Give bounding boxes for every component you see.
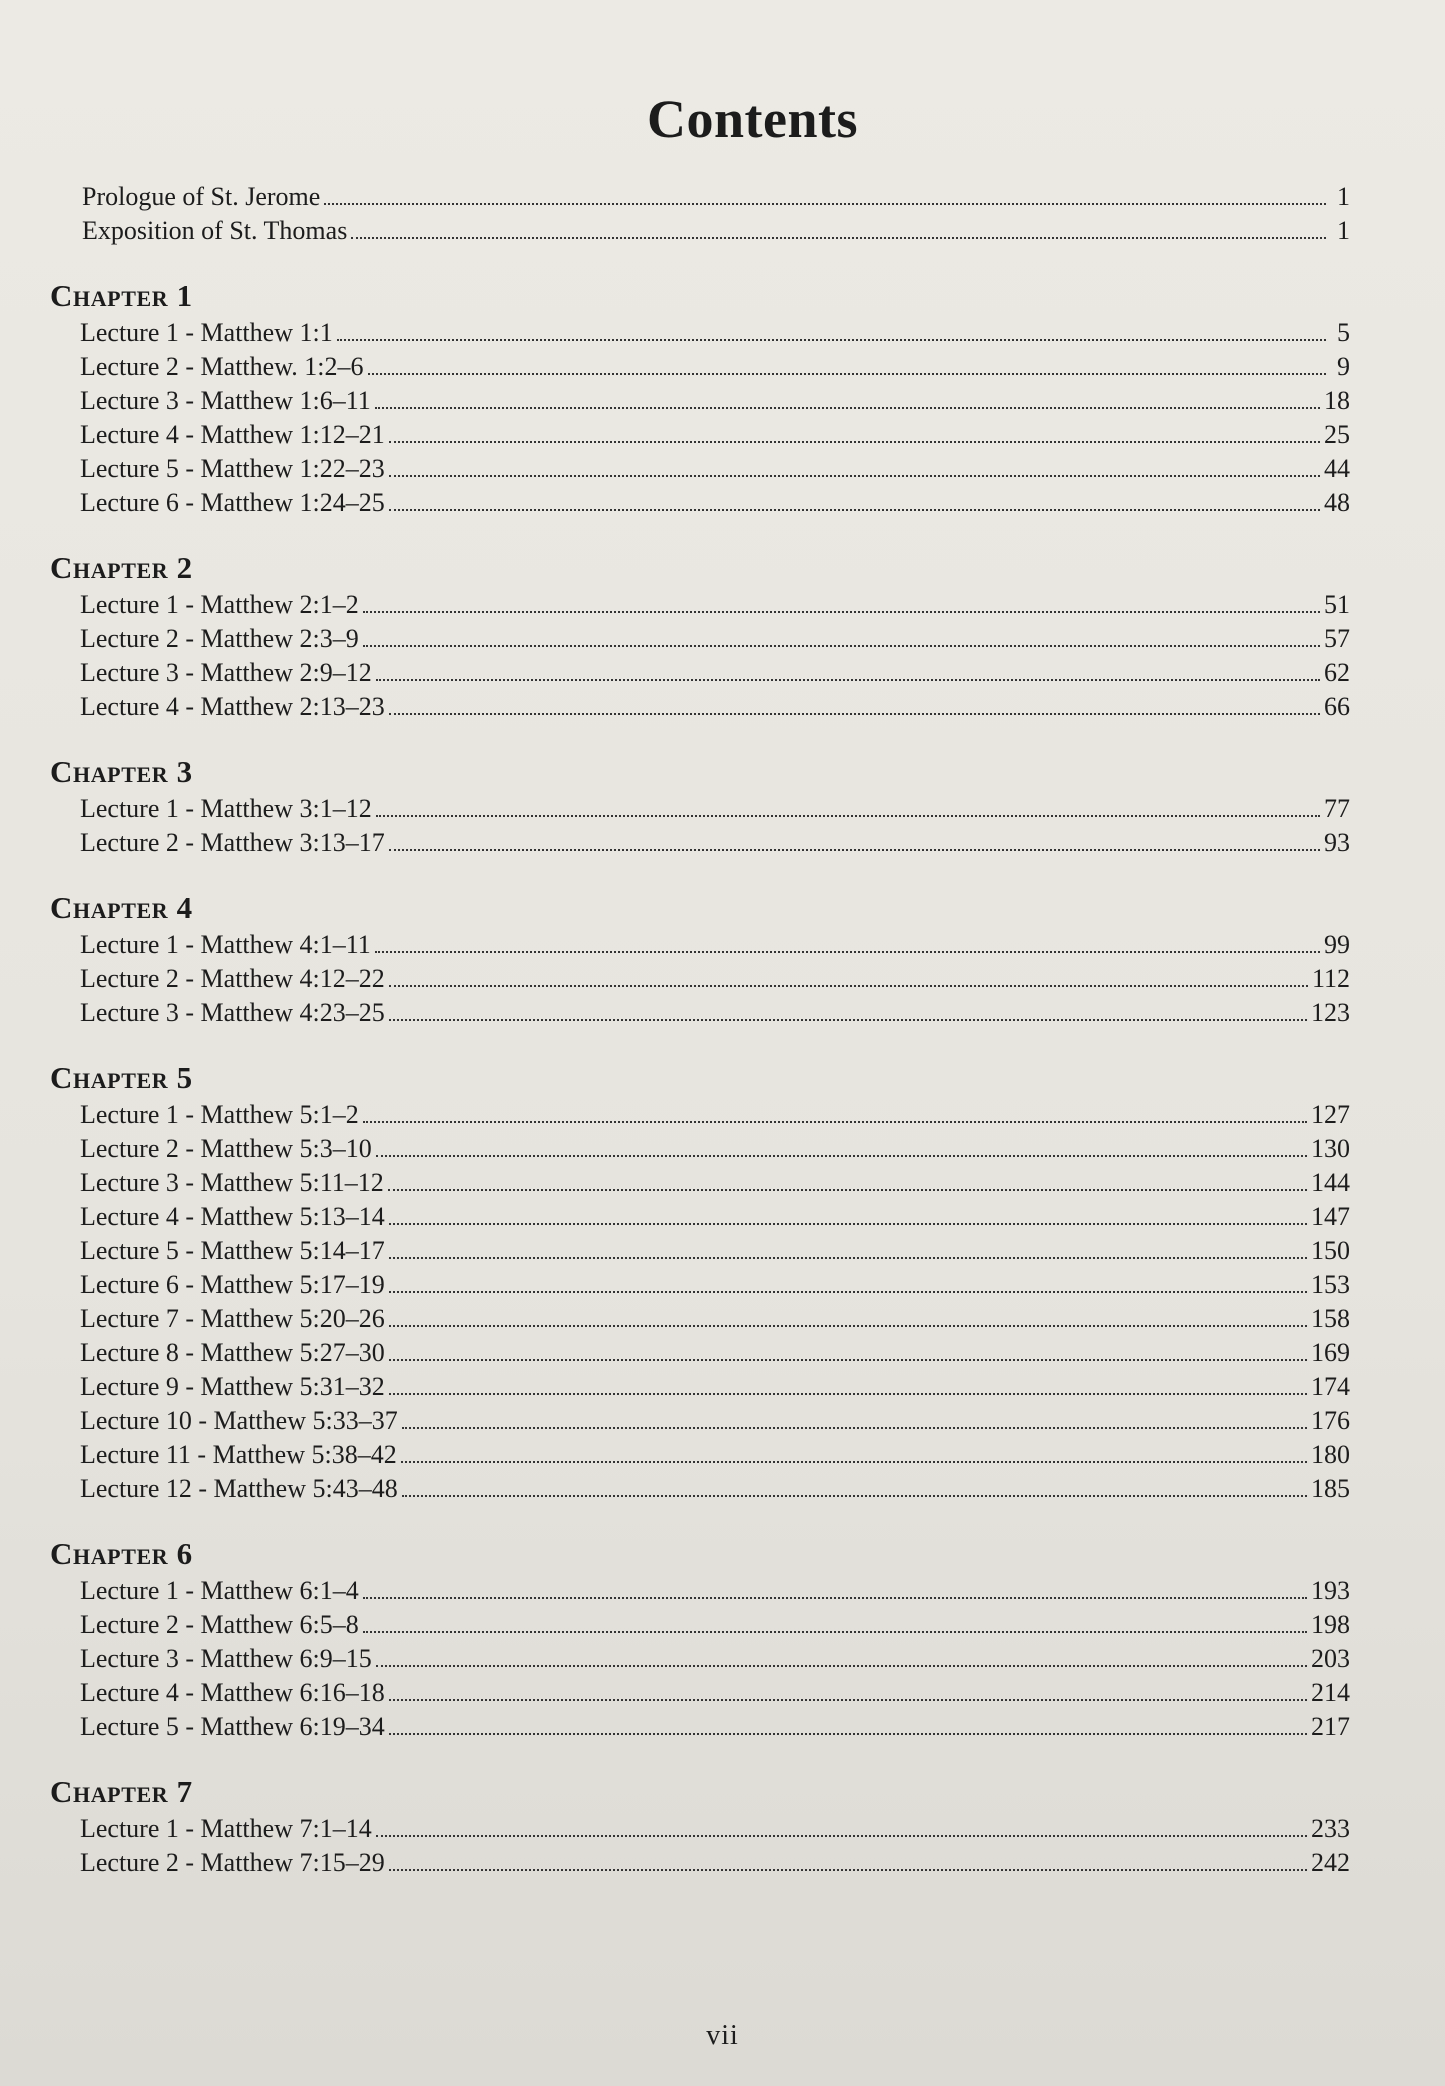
chapters-list — [50, 276, 1350, 1880]
dot-leader — [376, 814, 1320, 817]
dot-leader — [389, 1358, 1307, 1361]
entry-label: Lecture 9 - Matthew 5:31–32 — [80, 1372, 385, 1401]
dot-leader — [389, 848, 1320, 851]
toc-entry — [50, 1370, 1350, 1404]
entry-label: Lecture 1 - Matthew 3:1–12 — [80, 794, 372, 823]
chapter-block — [50, 1534, 1350, 1744]
dot-leader — [389, 1698, 1307, 1701]
dot-leader — [389, 1222, 1307, 1225]
entry-page: 44 — [1324, 454, 1350, 483]
toc-entry — [50, 962, 1350, 996]
entry-label: Lecture 7 - Matthew 5:20–26 — [80, 1304, 385, 1333]
chapter-block — [50, 1058, 1350, 1506]
toc-entry — [50, 1642, 1350, 1676]
toc-entry — [50, 1846, 1350, 1880]
dot-leader — [376, 1664, 1307, 1667]
entry-page: 169 — [1311, 1338, 1350, 1367]
toc-entry — [50, 1608, 1350, 1642]
entry-page: 147 — [1311, 1202, 1350, 1231]
dot-leader — [376, 1154, 1307, 1157]
entry-page: 214 — [1311, 1678, 1350, 1707]
toc-entry — [50, 214, 1350, 248]
entry-label: Lecture 4 - Matthew 2:13–23 — [80, 692, 385, 721]
entry-page: 51 — [1324, 590, 1350, 619]
chapter-block — [50, 752, 1350, 860]
dot-leader — [388, 1188, 1307, 1191]
dot-leader — [389, 508, 1320, 511]
toc-entry — [50, 656, 1350, 690]
dot-leader — [363, 644, 1320, 647]
dot-leader — [324, 202, 1326, 205]
toc-entry — [50, 928, 1350, 962]
dot-leader — [389, 440, 1320, 443]
dot-leader — [389, 1392, 1307, 1395]
toc-entry — [50, 316, 1350, 350]
entry-page: 185 — [1311, 1474, 1350, 1503]
entry-page: 66 — [1324, 692, 1350, 721]
entry-label: Lecture 5 - Matthew 6:19–34 — [80, 1712, 385, 1741]
entry-page: 48 — [1324, 488, 1350, 517]
entry-page: 242 — [1311, 1848, 1350, 1877]
entry-page: 62 — [1324, 658, 1350, 687]
entry-page: 99 — [1324, 930, 1350, 959]
dot-leader — [337, 338, 1326, 341]
entry-label: Lecture 1 - Matthew 5:1–2 — [80, 1100, 359, 1129]
entry-label: Lecture 10 - Matthew 5:33–37 — [80, 1406, 398, 1435]
page-number: vii — [706, 2020, 739, 2051]
toc-entry — [50, 1472, 1350, 1506]
dot-leader — [389, 474, 1320, 477]
toc-entry — [50, 1234, 1350, 1268]
toc-entry — [50, 1574, 1350, 1608]
entry-label: Lecture 2 - Matthew. 1:2–6 — [80, 352, 364, 381]
dot-leader — [376, 678, 1320, 681]
toc-entry — [50, 452, 1350, 486]
dot-leader — [389, 984, 1308, 987]
entry-label: Lecture 2 - Matthew 3:13–17 — [80, 828, 385, 857]
toc-entry — [50, 622, 1350, 656]
dot-leader — [351, 236, 1326, 239]
toc-entry — [50, 1132, 1350, 1166]
prelims-list — [50, 180, 1350, 248]
toc-entry — [50, 690, 1350, 724]
entry-page: 150 — [1311, 1236, 1350, 1265]
entry-page: 57 — [1324, 624, 1350, 653]
toc-entry — [50, 1098, 1350, 1132]
table-of-contents — [50, 180, 1350, 1880]
entry-label: Lecture 3 - Matthew 4:23–25 — [80, 998, 385, 1027]
dot-leader — [389, 1732, 1307, 1735]
dot-leader — [402, 1426, 1307, 1429]
chapter-block — [50, 888, 1350, 1030]
entry-label: Lecture 2 - Matthew 2:3–9 — [80, 624, 359, 653]
entry-label: Lecture 5 - Matthew 1:22–23 — [80, 454, 385, 483]
entry-page: 93 — [1324, 828, 1350, 857]
dot-leader — [375, 950, 1320, 953]
entry-label: Lecture 8 - Matthew 5:27–30 — [80, 1338, 385, 1367]
toc-entry — [50, 1710, 1350, 1744]
dot-leader — [363, 1120, 1307, 1123]
entry-label: Lecture 1 - Matthew 2:1–2 — [80, 590, 359, 619]
dot-leader — [363, 610, 1320, 613]
dot-leader — [363, 1596, 1307, 1599]
dot-leader — [375, 406, 1320, 409]
chapter-block — [50, 1772, 1350, 1880]
entry-label: Lecture 3 - Matthew 1:6–11 — [80, 386, 371, 415]
entry-label: Lecture 2 - Matthew 7:15–29 — [80, 1848, 385, 1877]
entry-label: Lecture 2 - Matthew 4:12–22 — [80, 964, 385, 993]
entry-page: 153 — [1311, 1270, 1350, 1299]
toc-entry — [50, 384, 1350, 418]
toc-entry — [50, 1676, 1350, 1710]
dot-leader — [363, 1630, 1307, 1633]
entry-page: 18 — [1324, 386, 1350, 415]
dot-leader — [389, 712, 1320, 715]
entry-label: Lecture 1 - Matthew 4:1–11 — [80, 930, 371, 959]
entry-label: Lecture 1 - Matthew 1:1 — [80, 318, 333, 347]
dot-leader — [389, 1868, 1307, 1871]
chapter-block — [50, 548, 1350, 724]
chapter-heading: Chapter 7 — [50, 1774, 193, 1809]
toc-entry — [50, 350, 1350, 384]
entry-label: Lecture 3 - Matthew 5:11–12 — [80, 1168, 384, 1197]
dot-leader — [389, 1290, 1307, 1293]
chapter-heading: Chapter 4 — [50, 890, 193, 925]
toc-entry — [50, 180, 1350, 214]
entry-page: 174 — [1311, 1372, 1350, 1401]
entry-page: 193 — [1311, 1576, 1350, 1605]
entry-page: 144 — [1311, 1168, 1350, 1197]
entry-label: Lecture 4 - Matthew 5:13–14 — [80, 1202, 385, 1231]
dot-leader — [389, 1018, 1307, 1021]
toc-entry — [50, 1336, 1350, 1370]
toc-entry — [50, 486, 1350, 520]
chapter-heading: Chapter 1 — [50, 278, 193, 313]
dot-leader — [389, 1324, 1307, 1327]
entry-label: Lecture 4 - Matthew 6:16–18 — [80, 1678, 385, 1707]
entry-label: Lecture 1 - Matthew 6:1–4 — [80, 1576, 359, 1605]
entry-page: 233 — [1311, 1814, 1350, 1843]
entry-page: 9 — [1337, 352, 1350, 381]
entry-page: 217 — [1311, 1712, 1350, 1741]
chapter-heading: Chapter 5 — [50, 1060, 193, 1095]
entry-page: 203 — [1311, 1644, 1350, 1673]
entry-label: Lecture 6 - Matthew 5:17–19 — [80, 1270, 385, 1299]
entry-label: Exposition of St. Thomas — [82, 216, 348, 245]
dot-leader — [402, 1494, 1307, 1497]
toc-entry — [50, 1438, 1350, 1472]
chapter-heading: Chapter 2 — [50, 550, 193, 585]
toc-entry — [50, 1166, 1350, 1200]
toc-entry — [50, 996, 1350, 1030]
entry-label: Lecture 3 - Matthew 2:9–12 — [80, 658, 372, 687]
entry-label: Lecture 2 - Matthew 6:5–8 — [80, 1610, 359, 1639]
entry-page: 130 — [1311, 1134, 1350, 1163]
chapter-heading: Chapter 3 — [50, 754, 193, 789]
chapter-block — [50, 276, 1350, 520]
toc-entry — [50, 1812, 1350, 1846]
entry-page: 176 — [1311, 1406, 1350, 1435]
entry-page: 1 — [1337, 182, 1350, 211]
dot-leader — [368, 372, 1327, 375]
toc-entry — [50, 588, 1350, 622]
toc-entry — [50, 792, 1350, 826]
toc-entry — [50, 418, 1350, 452]
dot-leader — [389, 1256, 1307, 1259]
entry-label: Prologue of St. Jerome — [82, 182, 321, 211]
entry-label: Lecture 5 - Matthew 5:14–17 — [80, 1236, 385, 1265]
entry-page: 77 — [1324, 794, 1350, 823]
entry-label: Lecture 11 - Matthew 5:38–42 — [80, 1440, 397, 1469]
entry-page: 5 — [1337, 318, 1350, 347]
toc-entry — [50, 1404, 1350, 1438]
entry-page: 1 — [1337, 216, 1350, 245]
entry-page: 198 — [1311, 1610, 1350, 1639]
entry-label: Lecture 3 - Matthew 6:9–15 — [80, 1644, 372, 1673]
entry-page: 180 — [1311, 1440, 1350, 1469]
entry-label: Lecture 4 - Matthew 1:12–21 — [80, 420, 385, 449]
entry-label: Lecture 6 - Matthew 1:24–25 — [80, 488, 385, 517]
dot-leader — [376, 1834, 1307, 1837]
entry-label: Lecture 12 - Matthew 5:43–48 — [80, 1474, 398, 1503]
entry-page: 158 — [1311, 1304, 1350, 1333]
dot-leader — [401, 1460, 1307, 1463]
page-title: Contents — [646, 89, 858, 149]
entry-page: 127 — [1311, 1100, 1350, 1129]
toc-entry — [50, 1302, 1350, 1336]
toc-entry — [50, 826, 1350, 860]
entry-page: 112 — [1311, 964, 1350, 993]
entry-page: 123 — [1311, 998, 1350, 1027]
entry-label: Lecture 2 - Matthew 5:3–10 — [80, 1134, 372, 1163]
entry-page: 25 — [1324, 420, 1350, 449]
toc-entry — [50, 1200, 1350, 1234]
chapter-heading: Chapter 6 — [50, 1536, 193, 1571]
entry-label: Lecture 1 - Matthew 7:1–14 — [80, 1814, 372, 1843]
toc-entry — [50, 1268, 1350, 1302]
